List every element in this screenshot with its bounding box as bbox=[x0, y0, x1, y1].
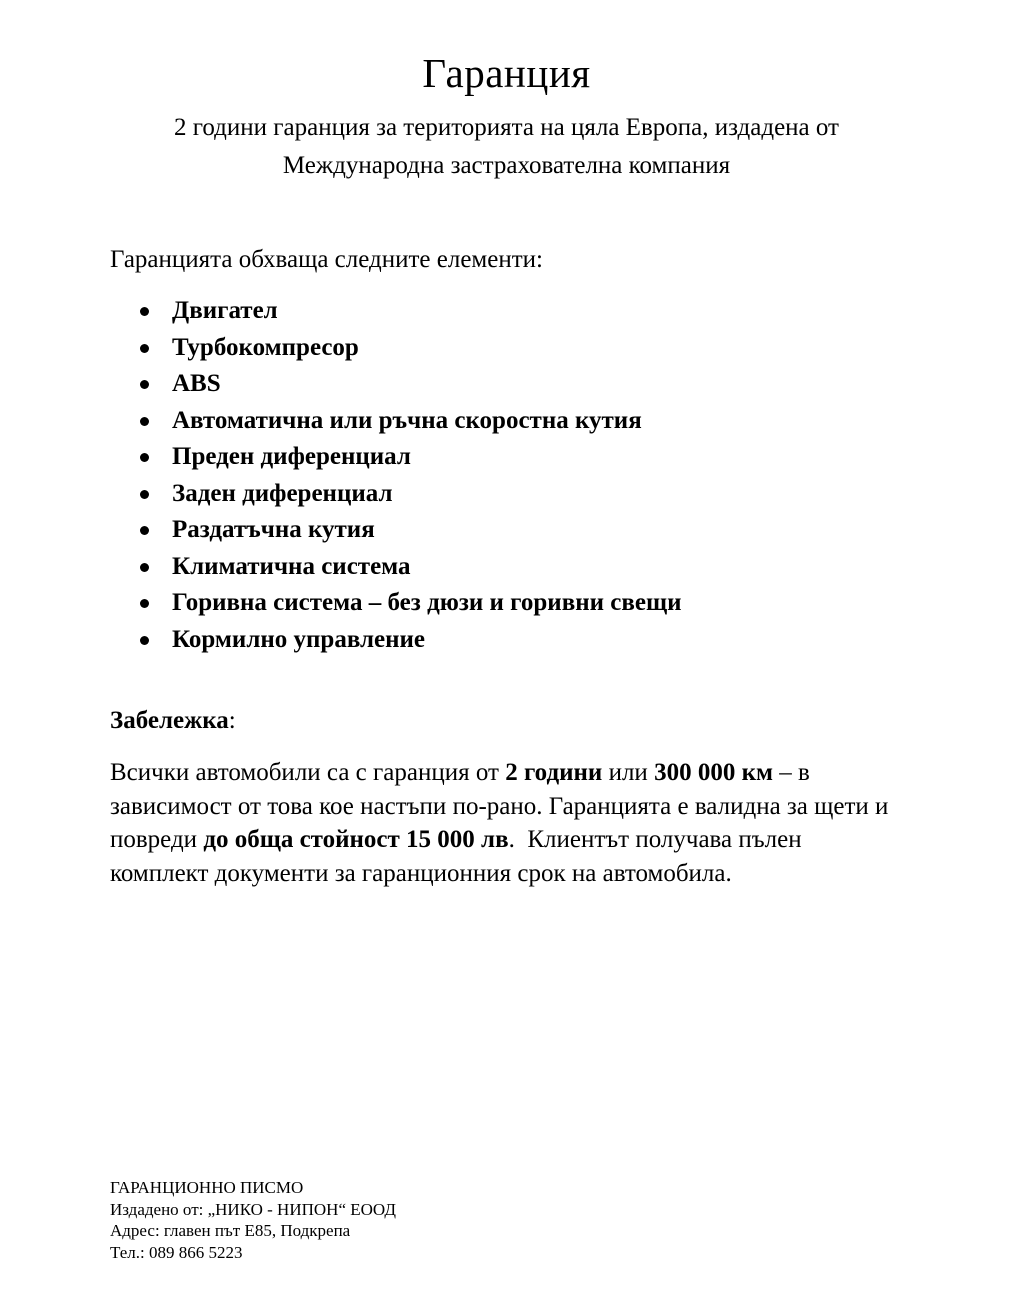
bold-text-run: 2 години bbox=[505, 759, 603, 787]
document-title: Гаранция bbox=[422, 50, 591, 96]
text-line: 2 години гаранция за територията на цяла Европа, издадена от bbox=[173, 114, 839, 142]
coverage-list-item: Кормилно управление bbox=[110, 622, 1013, 659]
coverage-list-item: Раздатъчна кутия bbox=[110, 512, 1013, 549]
text-line: Издадено от: „НИКО - НИПОН“ ЕООД bbox=[110, 1199, 396, 1219]
coverage-list-item: Преден диференциал bbox=[110, 439, 1013, 476]
document-subtitle bbox=[0, 109, 1013, 185]
coverage-list-item: Двигател bbox=[110, 293, 1013, 330]
text-line: Международна застрахователна компания bbox=[282, 152, 731, 180]
note-paragraph bbox=[110, 756, 902, 890]
text-run: – в зависимост от това кое настъпи по-рано. Гаранцията е валидна за щети и повреди bbox=[110, 759, 895, 854]
text-run: . Клиентът получава пълен комплект документи за гаранционния срок на автомобила. bbox=[110, 826, 808, 887]
text-line: Адрес: главен път Е85, Подкрепа bbox=[110, 1221, 351, 1240]
coverage-list-item: Турбокомпресор bbox=[110, 330, 1013, 367]
text-line: ГАРАНЦИОННО ПИСМО bbox=[110, 1178, 304, 1197]
coverage-list-item: Горивна система – без дюзи и горивни свещи bbox=[110, 585, 1013, 622]
coverage-intro-text: Гаранцията обхваща следните елементи: bbox=[110, 246, 543, 274]
note-heading-colon: : bbox=[228, 707, 236, 735]
text-run: или bbox=[602, 759, 655, 787]
text-line: Тел.: 089 866 5223 bbox=[110, 1242, 243, 1262]
footer-block bbox=[110, 1177, 396, 1263]
coverage-list bbox=[0, 293, 1013, 658]
text-run: Всички автомобили са с гаранция от bbox=[110, 759, 506, 787]
note-heading bbox=[110, 704, 1013, 738]
bold-text-run: до обща стойност 15 000 лв bbox=[203, 826, 509, 854]
note-heading-label: Забележка bbox=[110, 707, 229, 735]
coverage-list-item: Климатична система bbox=[110, 549, 1013, 586]
coverage-list-item: Заден диференциал bbox=[110, 476, 1013, 513]
coverage-list-item: Автоматична или ръчна скоростна кутия bbox=[110, 403, 1013, 440]
bold-text-run: 300 000 км bbox=[654, 759, 773, 787]
coverage-list-item: ABS bbox=[110, 366, 1013, 403]
